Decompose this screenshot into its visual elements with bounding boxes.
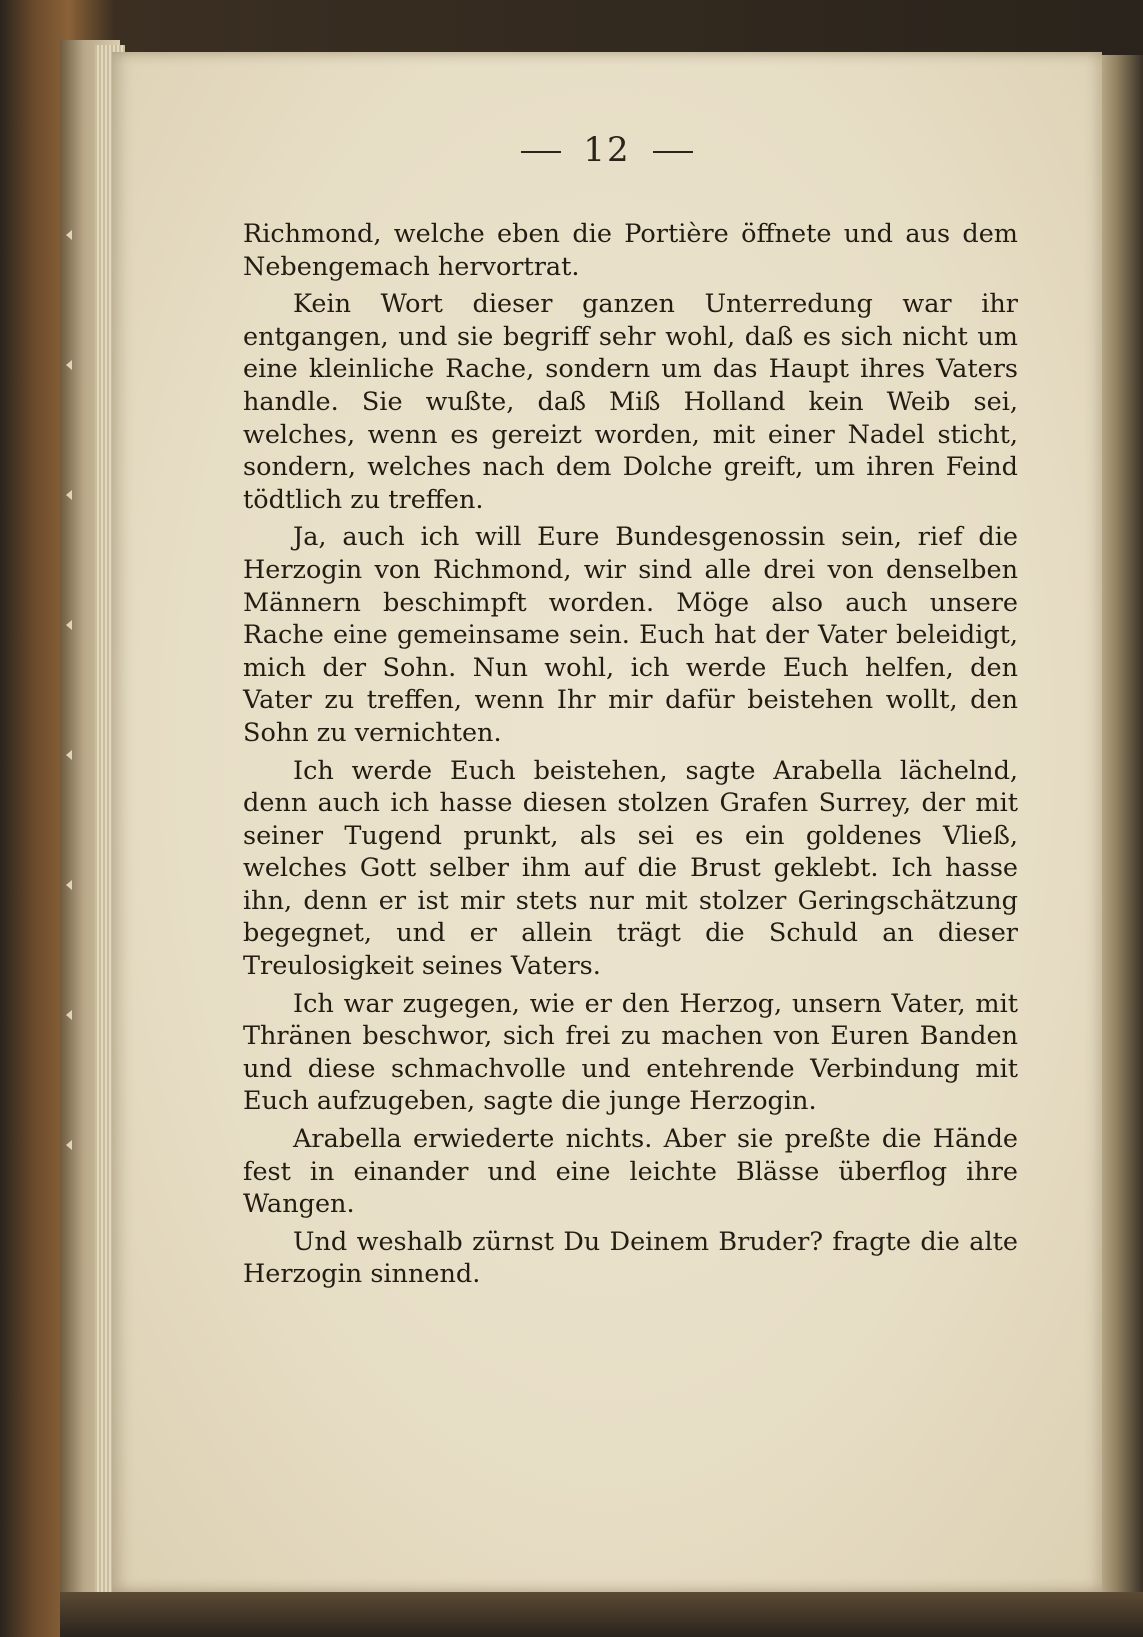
page-number-value: 12 — [583, 130, 631, 170]
binding-mark — [66, 230, 72, 240]
binding-mark — [66, 880, 72, 890]
binding-marks — [66, 220, 76, 1220]
paragraph: Ich war zugegen, wie er den Herzog, unsern Vater, mit Thränen beschwor, sich frei zu machen von Euren Banden und diese schmachvolle und entehrende Verbindung mit Euch aufzugeben, sagte die junge Herzogin. — [243, 988, 1018, 1117]
binding-mark — [66, 750, 72, 760]
book-bottom-edge — [60, 1592, 1143, 1637]
binding-mark — [66, 360, 72, 370]
right-page-edge — [1100, 55, 1143, 1595]
paragraph: Ich werde Euch beistehen, sagte Arabella lächelnd, denn auch ich hasse diesen stolzen Grafen Surrey, der mit seiner Tugend prunkt, als sei es ein goldenes Vließ, welches Gott selber ihm auf die Brust geklebt. Ich hasse ihn, denn er ist mir stets nur mit stolzer Geringschätzung begegnet, und er allein trägt die Schuld an dieser Treulosigkeit seines Vaters. — [243, 755, 1018, 982]
paragraph: Und weshalb zürnst Du Deinem Bruder? fragte die alte Herzogin sinnend. — [243, 1226, 1018, 1290]
binding-mark — [66, 490, 72, 500]
binding-mark — [66, 620, 72, 630]
paragraph: Arabella erwiederte nichts. Aber sie preßte die Hände fest in einander und eine leichte Blässe überflog ihre Wangen. — [243, 1124, 1018, 1220]
dash-left — [521, 151, 561, 153]
binding-mark — [66, 1140, 72, 1150]
paragraph: Richmond, welche eben die Portière öffnete und aus dem Nebengemach hervortrat. — [243, 219, 1018, 282]
binding-mark — [66, 1010, 72, 1020]
page-number — [112, 130, 1102, 170]
paragraph: Kein Wort dieser ganzen Unterredung war ihr entgangen, und sie begriff sehr wohl, daß es sich nicht um eine kleinliche Rache, sondern um das Haupt ihres Vaters handle. Sie wußte, daß Miß Holland kein Weib sei, welches, wenn es gereizt worden, mit einer Nadel sticht, sondern, welches nach dem Dolche greift, um ihren Feind tödtlich zu treffen. — [243, 289, 1018, 515]
paragraph: Ja, auch ich will Eure Bundesgenossin sein, rief die Herzogin von Richmond, wir sind alle drei von denselben Männern beschimpft worden. Möge also auch unsere Rache eine gemeinsame sein. Euch hat der Vater beleidigt, mich der Sohn. Nun wohl, ich werde Euch helfen, den Vater zu treffen, wenn Ihr mir dafür beistehen wollt, den Sohn zu vernichten. — [243, 522, 1018, 748]
dash-right — [653, 151, 693, 153]
page-body — [243, 218, 1018, 1296]
